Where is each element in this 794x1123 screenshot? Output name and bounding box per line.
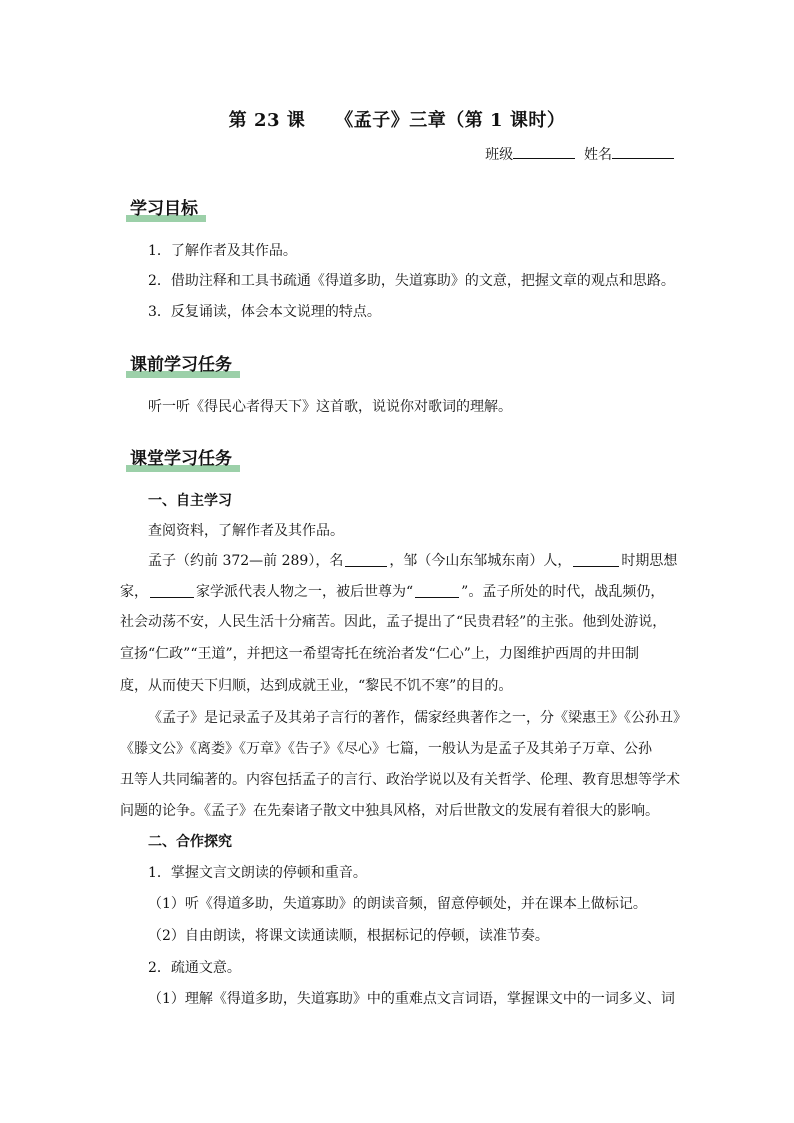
question-2: 2．疏通文意。 [148,960,241,976]
section-heading-pre: 课前学习任务 [128,350,240,378]
section-heading-goals: 学习目标 [128,194,206,222]
class-blank[interactable] [513,144,575,159]
author-paragraph-line-3: 社会动荡不安，人民生活十分痛苦。因此，孟子提出了“民贵君轻”的主张。他到处游说， [120,614,667,630]
name-blank[interactable] [612,144,674,159]
work-paragraph-line-3: 丑等人共同编著的。内容包括孟子的言行、政治学说以及有关哲学、伦理、教育思想等学术 [120,772,680,788]
author-name-blank[interactable] [345,552,387,567]
name-label: 姓名 [584,147,612,163]
class-name-line [485,144,674,164]
author-paragraph-line-1: 孟子（约前 372—前 289），名 ，邹（今山东邹城东南）人， 时期思想 [148,553,678,569]
goal-item-1: 1．了解作者及其作品。 [148,243,297,259]
author-paragraph-line-5: 度，从而使天下归顺，达到成就王业，“黎民不饥不寒”的目的。 [120,678,513,694]
lesson-number: 第 23 课 [228,110,306,131]
question-1-2: （2）自由朗读，将课文读通读顺，根据标记的停顿，读准节奏。 [148,928,549,944]
author-paragraph-line-2: 家， 家学派代表人物之一，被后世尊为“ ”。孟子所处的时代，战乱频仍， [120,584,665,600]
part1-intro: 查阅资料，了解作者及其作品。 [148,523,344,539]
title-honor-blank[interactable] [415,583,459,598]
pre-task-text: 听一听《得民心者得天下》这首歌，说说你对歌词的理解。 [148,399,512,415]
lesson-title: 《孟子》三章（第 1 课时） [335,110,566,131]
class-label: 班级 [485,147,514,163]
era-blank[interactable] [573,552,619,567]
author-paragraph-line-4: 宣扬“仁政”“王道”，并把这一希望寄托在统治者发“仁心”上，力图维护西周的井田制 [120,646,639,662]
question-1-1: （1）听《得道多助，失道寡助》的朗读音频，留意停顿处，并在课本上做标记。 [148,896,647,912]
document-title [0,106,794,132]
question-2-1: （1）理解《得道多助，失道寡助》中的重难点文言词语，掌握课文中的一词多义、词 [148,991,675,1007]
work-paragraph-line-1: 《孟子》是记录孟子及其弟子言行的著作，儒家经典著作之一，分《梁惠王》《公孙丑》 [148,710,687,726]
section-heading-class: 课堂学习任务 [128,444,240,472]
goal-item-3: 3．反复诵读，体会本文说理的特点。 [148,304,381,320]
goal-item-2: 2．借助注释和工具书疏通《得道多助，失道寡助》的文意，把握文章的观点和思路。 [148,273,675,289]
question-1: 1．掌握文言文朗读的停顿和重音。 [148,865,367,881]
work-paragraph-line-4: 问题的论争。《孟子》在先秦诸子散文中独具风格，对后世散文的发展有着很大的影响。 [120,803,659,819]
part1-title: 一、自主学习 [148,493,232,509]
part2-title: 二、合作探究 [148,834,232,850]
school-blank[interactable] [150,583,194,598]
work-paragraph-line-2: 《滕文公》《离娄》《万章》《告子》《尽心》七篇，一般认为是孟子及其弟子万章、公孙 [120,741,652,757]
